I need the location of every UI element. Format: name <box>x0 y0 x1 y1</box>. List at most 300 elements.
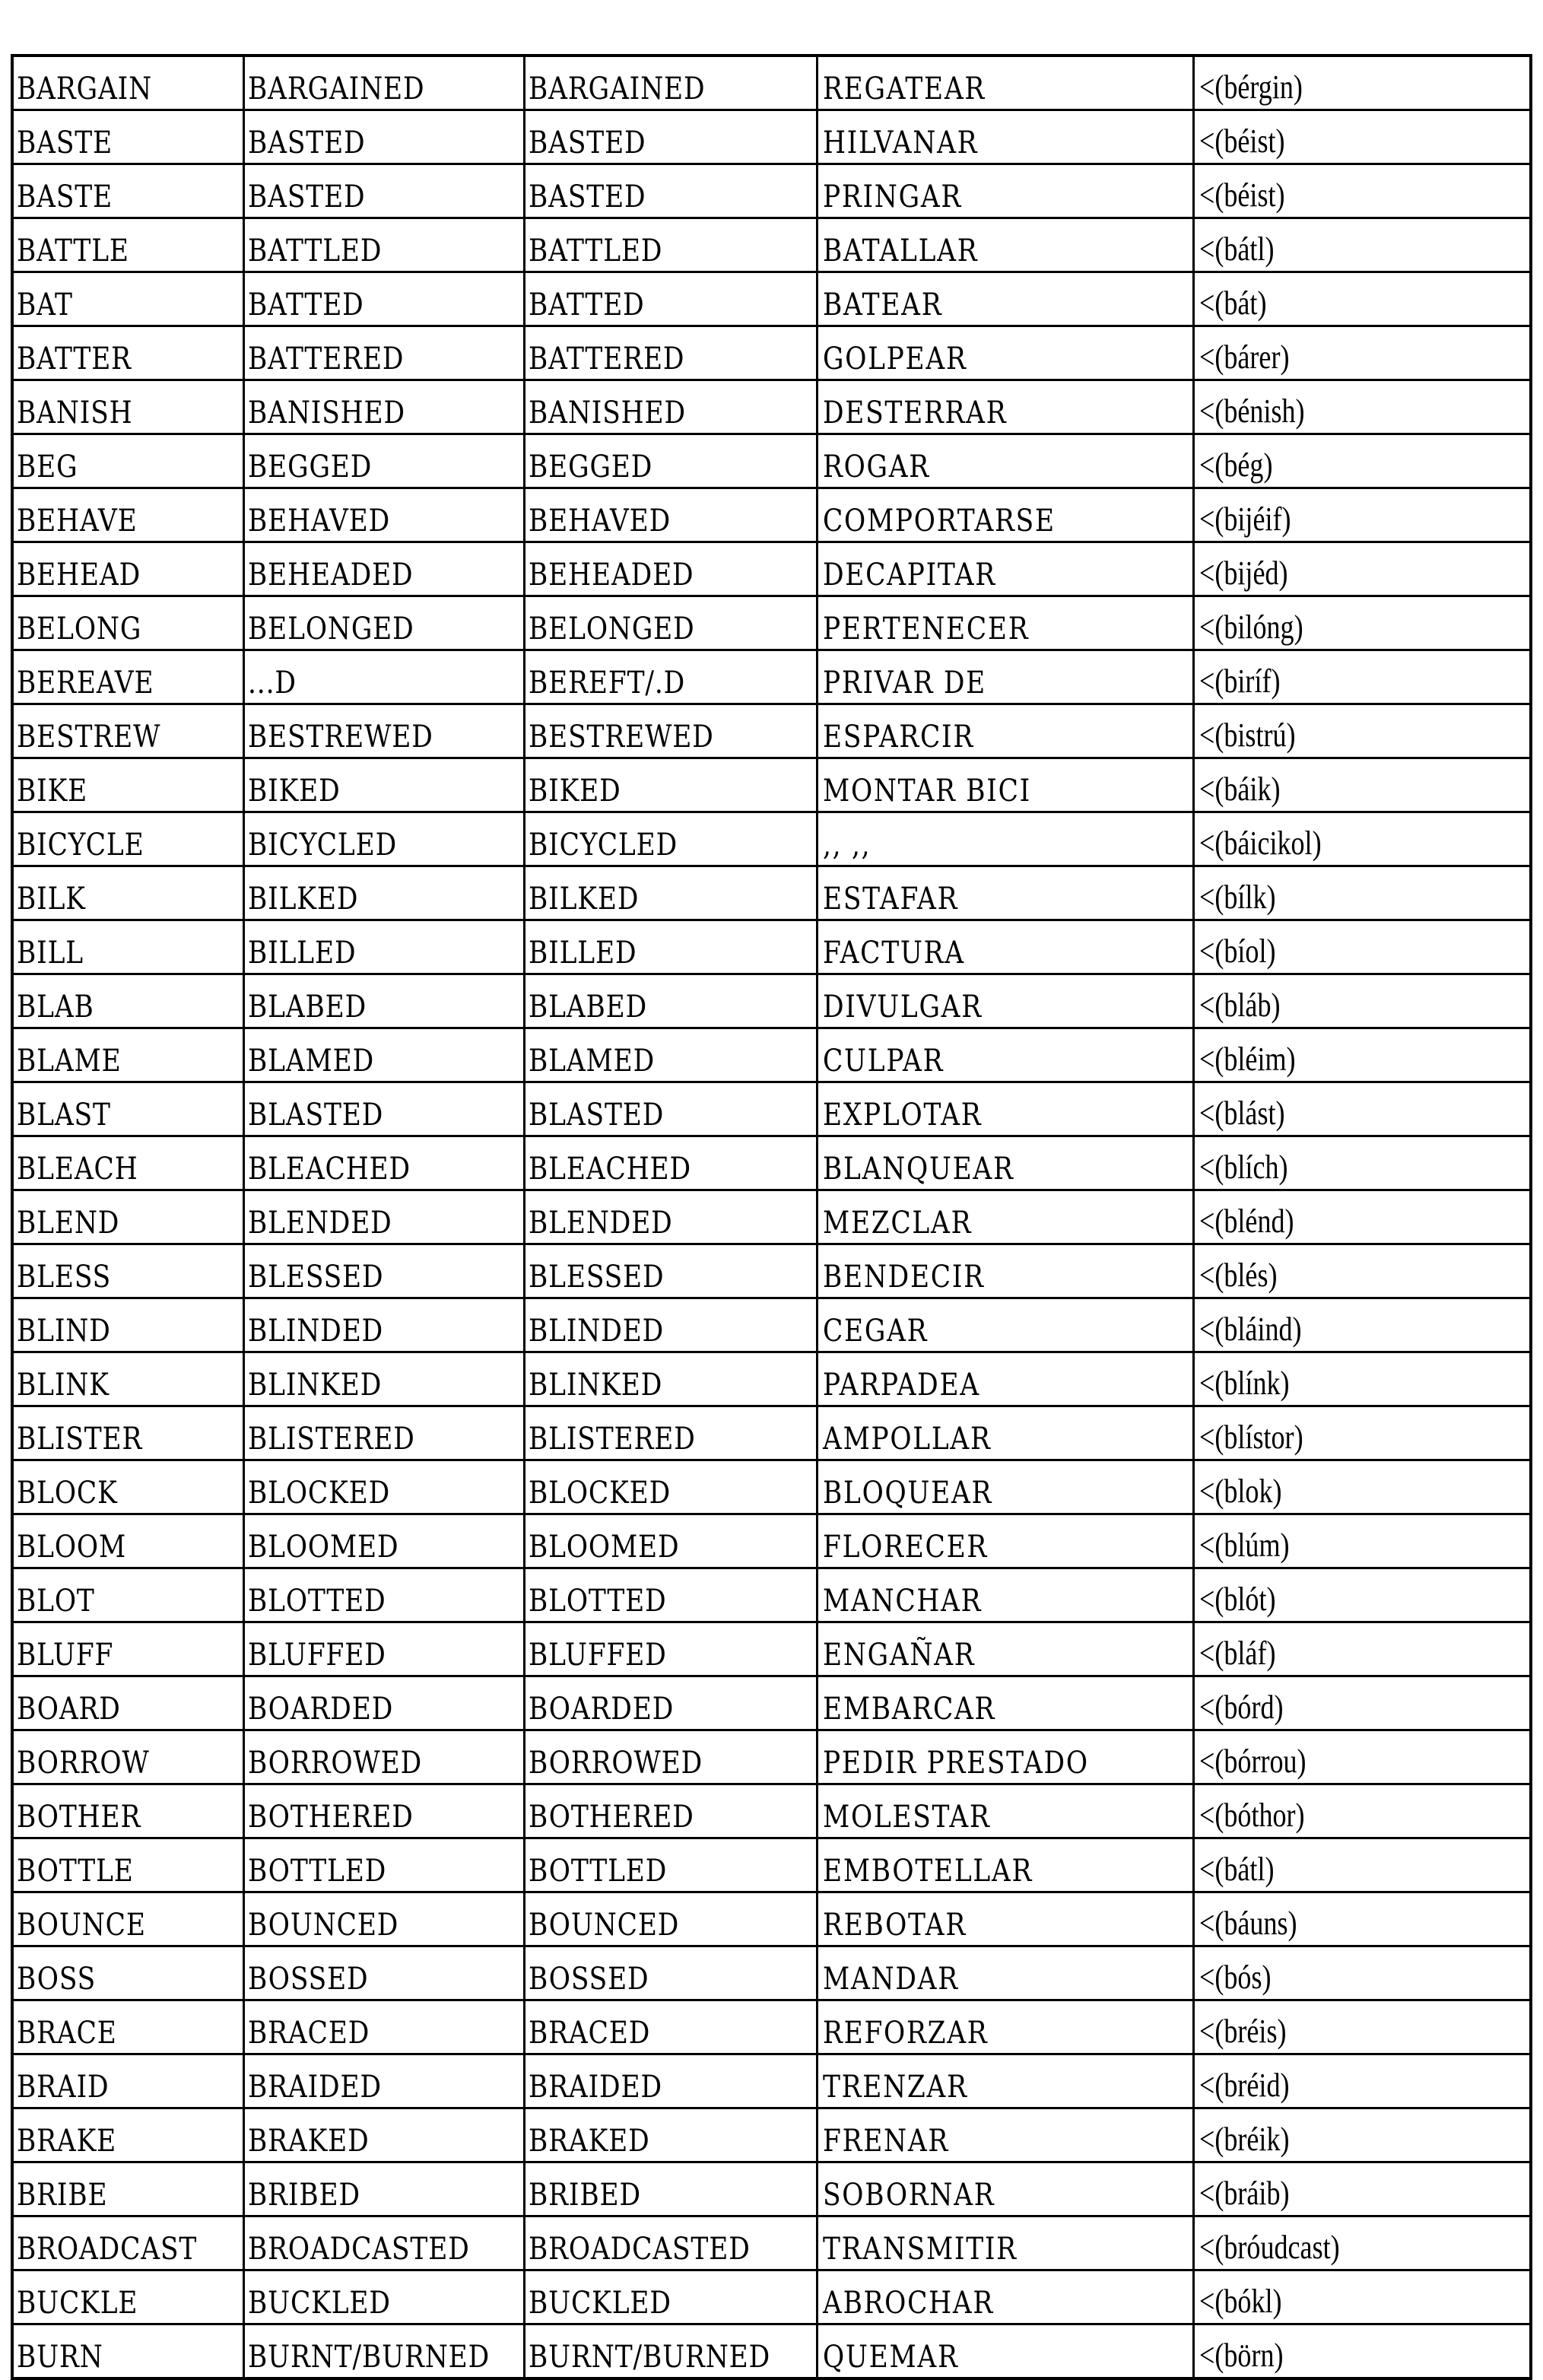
past-participle-cell-text: BRACED <box>528 2016 650 2051</box>
spanish-translation-cell-text: ABROCHAR <box>822 2286 994 2321</box>
spanish-translation-cell <box>817 1622 1193 1676</box>
spanish-translation-cell-text: FRENAR <box>822 2124 949 2159</box>
table-row <box>12 2270 1531 2324</box>
past-simple-cell <box>243 218 524 272</box>
spanish-translation-cell <box>817 1406 1193 1460</box>
past-participle-cell-text: BLENDED <box>528 1206 673 1241</box>
infinitive-cell <box>12 1352 243 1406</box>
past-simple-cell-text: BLENDED <box>247 1206 392 1241</box>
spanish-translation-cell <box>817 1298 1193 1352</box>
pronunciation-cell <box>1193 1190 1531 1244</box>
infinitive-cell-text: BLAME <box>17 1044 122 1079</box>
spanish-translation-cell-text: REBOTAR <box>822 1908 967 1943</box>
table-row <box>12 1514 1531 1568</box>
spanish-translation-cell-text: AMPOLLAR <box>822 1422 992 1457</box>
pronunciation-cell-text: <(blót) <box>1199 1581 1276 1618</box>
spanish-translation-cell-text: DIVULGAR <box>822 990 983 1025</box>
infinitive-cell <box>12 2108 243 2162</box>
pronunciation-cell-text: <(bijéif) <box>1199 500 1291 538</box>
past-simple-cell-text: BELONGED <box>247 612 414 647</box>
table-row <box>12 2162 1531 2216</box>
pronunciation-cell <box>1193 1460 1531 1514</box>
table-row <box>12 2108 1531 2162</box>
spanish-translation-cell <box>817 434 1193 488</box>
table-row <box>12 1190 1531 1244</box>
table-row <box>12 1244 1531 1298</box>
infinitive-cell <box>12 1892 243 1946</box>
spanish-translation-cell-text: MANCHAR <box>822 1584 982 1619</box>
past-simple-cell-text: BLESSED <box>247 1260 383 1295</box>
table-row <box>12 218 1531 272</box>
infinitive-cell-text: BATTER <box>17 342 132 377</box>
table-row <box>12 272 1531 326</box>
spanish-translation-cell <box>817 2270 1193 2324</box>
past-simple-cell <box>243 2270 524 2324</box>
past-participle-cell-text: BASTED <box>528 126 646 160</box>
past-participle-cell <box>524 1676 817 1730</box>
past-participle-cell-text: BLINDED <box>528 1314 664 1349</box>
pronunciation-cell <box>1193 1946 1531 2000</box>
past-participle-cell <box>524 1406 817 1460</box>
past-simple-cell-text: ...D <box>247 666 297 701</box>
past-simple-cell <box>243 1406 524 1460</box>
pronunciation-cell-text: <(bláf) <box>1199 1635 1275 1672</box>
spanish-translation-cell-text: FLORECER <box>822 1530 988 1565</box>
spanish-translation-cell-text: PRIVAR DE <box>822 666 986 701</box>
past-participle-cell <box>524 1082 817 1136</box>
past-participle-cell <box>524 110 817 164</box>
pronunciation-cell-text: <(bilóng) <box>1199 609 1303 646</box>
past-participle-cell-text: BLOTTED <box>528 1584 667 1619</box>
table-row <box>12 1730 1531 1784</box>
pronunciation-cell-text: <(biríf) <box>1199 663 1280 700</box>
spanish-translation-cell-text: PRINGAR <box>822 180 962 214</box>
pronunciation-cell-text: <(bát) <box>1199 284 1266 322</box>
past-participle-cell <box>524 218 817 272</box>
pronunciation-cell <box>1193 1028 1531 1082</box>
table-row <box>12 326 1531 380</box>
infinitive-cell <box>12 1730 243 1784</box>
past-participle-cell <box>524 1514 817 1568</box>
pronunciation-cell <box>1193 56 1531 110</box>
pronunciation-cell-text: <(blés) <box>1199 1257 1277 1294</box>
past-simple-cell-text: BROADCASTED <box>247 2232 470 2267</box>
past-participle-cell-text: BLESSED <box>528 1260 664 1295</box>
infinitive-cell <box>12 1838 243 1892</box>
past-simple-cell-text: BUCKLED <box>247 2286 391 2321</box>
past-simple-cell <box>243 56 524 110</box>
infinitive-cell <box>12 1568 243 1622</box>
past-simple-cell-text: BLOOMED <box>247 1530 398 1565</box>
table-row <box>12 812 1531 866</box>
pronunciation-cell <box>1193 974 1531 1028</box>
spanish-translation-cell-text: GOLPEAR <box>822 342 967 377</box>
past-participle-cell-text: BLABED <box>528 990 647 1025</box>
pronunciation-cell-text: <(bórrou) <box>1199 1743 1306 1780</box>
pronunciation-cell <box>1193 218 1531 272</box>
spanish-translation-cell <box>817 2216 1193 2270</box>
past-participle-cell <box>524 1136 817 1190</box>
spanish-translation-cell <box>817 1190 1193 1244</box>
past-participle-cell-text: BILLED <box>528 936 637 971</box>
table-row <box>12 542 1531 596</box>
infinitive-cell <box>12 56 243 110</box>
past-simple-cell <box>243 758 524 812</box>
spanish-translation-cell-text: BENDECIR <box>822 1260 985 1295</box>
infinitive-cell-text: BANISH <box>17 396 133 431</box>
past-simple-cell <box>243 920 524 974</box>
past-participle-cell-text: BEREFT/.D <box>528 666 685 701</box>
infinitive-cell <box>12 1946 243 2000</box>
pronunciation-cell <box>1193 2324 1531 2379</box>
table-row <box>12 434 1531 488</box>
spanish-translation-cell-text: SOBORNAR <box>822 2178 995 2213</box>
spanish-translation-cell-text: DECAPITAR <box>822 558 996 593</box>
past-simple-cell-text: BATTERED <box>247 342 404 377</box>
spanish-translation-cell <box>817 1892 1193 1946</box>
pronunciation-cell-text: <(bréis) <box>1199 2013 1287 2050</box>
past-participle-cell <box>524 1244 817 1298</box>
spanish-translation-cell-text: PEDIR PRESTADO <box>822 1746 1089 1781</box>
past-participle-cell <box>524 1838 817 1892</box>
past-participle-cell <box>524 488 817 542</box>
infinitive-cell <box>12 542 243 596</box>
past-participle-cell-text: BUCKLED <box>528 2286 671 2321</box>
past-participle-cell <box>524 1892 817 1946</box>
spanish-translation-cell-text: BLOQUEAR <box>822 1476 992 1511</box>
infinitive-cell <box>12 1136 243 1190</box>
spanish-translation-cell-text: ROGAR <box>822 450 930 485</box>
spanish-translation-cell-text: ESPARCIR <box>822 720 974 755</box>
table-row <box>12 596 1531 650</box>
infinitive-cell <box>12 1514 243 1568</box>
pronunciation-cell-text: <(bós) <box>1199 1959 1272 1996</box>
spanish-translation-cell-text: EMBOTELLAR <box>822 1854 1033 1889</box>
table-row <box>12 1892 1531 1946</box>
table-row <box>12 1082 1531 1136</box>
past-simple-cell <box>243 2108 524 2162</box>
infinitive-cell-text: BASTE <box>17 180 113 214</box>
pronunciation-cell <box>1193 812 1531 866</box>
pronunciation-cell-text: <(bláind) <box>1199 1311 1302 1348</box>
spanish-translation-cell <box>817 2000 1193 2054</box>
infinitive-cell-text: BLIND <box>17 1314 111 1349</box>
pronunciation-cell <box>1193 866 1531 920</box>
past-participle-cell-text: BLOOMED <box>528 1530 679 1565</box>
spanish-translation-cell-text: CEGAR <box>822 1314 928 1349</box>
past-participle-cell-text: BORROWED <box>528 1746 703 1781</box>
spanish-translation-cell <box>817 1082 1193 1136</box>
infinitive-cell <box>12 974 243 1028</box>
infinitive-cell-text: BRAID <box>17 2070 110 2105</box>
spanish-translation-cell-text: FACTURA <box>822 936 965 971</box>
infinitive-cell <box>12 1082 243 1136</box>
spanish-translation-cell-text: REFORZAR <box>822 2016 988 2051</box>
pronunciation-cell-text: <(béist) <box>1199 122 1285 160</box>
table-row <box>12 1676 1531 1730</box>
infinitive-cell <box>12 164 243 218</box>
spanish-translation-cell <box>817 2162 1193 2216</box>
infinitive-cell-text: BLESS <box>17 1260 112 1295</box>
infinitive-cell-text: BEHEAD <box>17 558 141 593</box>
past-participle-cell-text: BRAKED <box>528 2124 650 2159</box>
past-participle-cell <box>524 2324 817 2379</box>
infinitive-cell-text: BLEND <box>17 1206 120 1241</box>
table-row <box>12 1136 1531 1190</box>
infinitive-cell-text: BASTE <box>17 126 113 160</box>
past-simple-cell <box>243 974 524 1028</box>
table-row <box>12 2216 1531 2270</box>
infinitive-cell-text: BRAKE <box>17 2124 117 2159</box>
pronunciation-cell-text: <(báicikol) <box>1199 825 1322 862</box>
verb-table <box>11 54 1532 2380</box>
past-simple-cell-text: BASTED <box>247 180 365 214</box>
infinitive-cell-text: BLOOM <box>17 1530 127 1565</box>
past-simple-cell-text: BASTED <box>247 126 365 160</box>
spanish-translation-cell <box>817 2054 1193 2108</box>
past-simple-cell-text: BRAIDED <box>247 2070 382 2105</box>
past-participle-cell <box>524 1568 817 1622</box>
spanish-translation-cell-text: ENGAÑAR <box>822 1638 975 1673</box>
table-row <box>12 2324 1531 2379</box>
past-participle-cell <box>524 1028 817 1082</box>
past-participle-cell-text: BATTED <box>528 288 645 323</box>
past-simple-cell-text: BOSSED <box>247 1962 369 1997</box>
pronunciation-cell <box>1193 1676 1531 1730</box>
pronunciation-cell <box>1193 1838 1531 1892</box>
pronunciation-cell <box>1193 1784 1531 1838</box>
infinitive-cell <box>12 2162 243 2216</box>
infinitive-cell-text: BLOCK <box>17 1476 118 1511</box>
table-row <box>12 1946 1531 2000</box>
spanish-translation-cell <box>817 488 1193 542</box>
pronunciation-cell-text: <(bóthor) <box>1199 1797 1305 1834</box>
past-simple-cell-text: BEHAVED <box>247 504 390 539</box>
infinitive-cell <box>12 2270 243 2324</box>
spanish-translation-cell <box>817 920 1193 974</box>
past-simple-cell <box>243 1298 524 1352</box>
pronunciation-cell <box>1193 1514 1531 1568</box>
spanish-translation-cell-text: EMBARCAR <box>822 1692 995 1727</box>
past-simple-cell-text: BLAMED <box>247 1044 374 1079</box>
past-simple-cell <box>243 110 524 164</box>
past-simple-cell <box>243 2162 524 2216</box>
pronunciation-cell <box>1193 1622 1531 1676</box>
table-row <box>12 1028 1531 1082</box>
spanish-translation-cell <box>817 1244 1193 1298</box>
past-participle-cell <box>524 920 817 974</box>
infinitive-cell-text: BLISTER <box>17 1422 143 1457</box>
spanish-translation-cell-text: EXPLOTAR <box>822 1098 982 1133</box>
pronunciation-cell <box>1193 1136 1531 1190</box>
spanish-translation-cell-text: CULPAR <box>822 1044 944 1079</box>
pronunciation-cell-text: <(bróudcast) <box>1199 2229 1340 2266</box>
past-participle-cell <box>524 434 817 488</box>
spanish-translation-cell <box>817 164 1193 218</box>
pronunciation-cell-text: <(börn) <box>1199 2337 1284 2374</box>
infinitive-cell <box>12 650 243 704</box>
pronunciation-cell-text: <(bistrú) <box>1199 717 1296 754</box>
spanish-translation-cell-text: TRANSMITIR <box>822 2232 1018 2267</box>
past-participle-cell-text: BLASTED <box>528 1098 664 1133</box>
past-participle-cell <box>524 1352 817 1406</box>
past-participle-cell <box>524 704 817 758</box>
pronunciation-cell <box>1193 1568 1531 1622</box>
past-participle-cell-text: BROADCASTED <box>528 2232 751 2267</box>
past-participle-cell-text: BOTTLED <box>528 1854 667 1889</box>
table-row <box>12 488 1531 542</box>
infinitive-cell-text: BLEACH <box>17 1152 138 1187</box>
table-row <box>12 758 1531 812</box>
spanish-translation-cell <box>817 1514 1193 1568</box>
past-participle-cell-text: BLUFFED <box>528 1638 667 1673</box>
past-simple-cell <box>243 1946 524 2000</box>
infinitive-cell-text: BLUFF <box>17 1638 114 1673</box>
spanish-translation-cell <box>817 1730 1193 1784</box>
past-participle-cell-text: BRIBED <box>528 2178 641 2213</box>
infinitive-cell-text: BELONG <box>17 612 142 647</box>
table-row <box>12 866 1531 920</box>
pronunciation-cell <box>1193 326 1531 380</box>
infinitive-cell <box>12 110 243 164</box>
spanish-translation-cell <box>817 1136 1193 1190</box>
past-simple-cell <box>243 1460 524 1514</box>
past-simple-cell <box>243 596 524 650</box>
spanish-translation-cell <box>817 2324 1193 2379</box>
past-participle-cell-text: BASTED <box>528 180 646 214</box>
pronunciation-cell-text: <(blístor) <box>1199 1419 1303 1456</box>
infinitive-cell-text: BESTREW <box>17 720 161 755</box>
past-simple-cell <box>243 326 524 380</box>
past-simple-cell-text: BLOCKED <box>247 1476 390 1511</box>
infinitive-cell-text: BAT <box>17 288 73 323</box>
infinitive-cell-text: BILK <box>17 882 86 917</box>
infinitive-cell <box>12 758 243 812</box>
table-row <box>12 704 1531 758</box>
past-simple-cell <box>243 1730 524 1784</box>
infinitive-cell-text: BARGAIN <box>17 71 153 106</box>
past-participle-cell-text: BOTHERED <box>528 1800 694 1835</box>
spanish-translation-cell <box>817 1946 1193 2000</box>
infinitive-cell-text: BOSS <box>17 1962 97 1997</box>
pronunciation-cell <box>1193 542 1531 596</box>
infinitive-cell <box>12 2216 243 2270</box>
pronunciation-cell-text: <(blást) <box>1199 1095 1285 1132</box>
pronunciation-cell <box>1193 2054 1531 2108</box>
spanish-translation-cell-text: QUEMAR <box>822 2340 959 2375</box>
pronunciation-cell-text: <(bátl) <box>1199 230 1274 268</box>
past-simple-cell <box>243 2054 524 2108</box>
past-simple-cell-text: BRIBED <box>247 2178 360 2213</box>
past-participle-cell <box>524 2054 817 2108</box>
infinitive-cell <box>12 1460 243 1514</box>
past-simple-cell-text: BILKED <box>247 882 358 917</box>
infinitive-cell <box>12 1244 243 1298</box>
infinitive-cell <box>12 2054 243 2108</box>
past-participle-cell <box>524 1946 817 2000</box>
past-participle-cell-text: BOUNCED <box>528 1908 679 1943</box>
table-row <box>12 164 1531 218</box>
past-participle-cell-text: BILKED <box>528 882 639 917</box>
pronunciation-cell <box>1193 488 1531 542</box>
infinitive-cell <box>12 380 243 434</box>
pronunciation-cell <box>1193 380 1531 434</box>
spanish-translation-cell <box>817 650 1193 704</box>
past-simple-cell <box>243 2216 524 2270</box>
past-participle-cell-text: BELONGED <box>528 612 695 647</box>
spanish-translation-cell <box>817 1028 1193 1082</box>
pronunciation-cell-text: <(bátl) <box>1199 1851 1274 1888</box>
past-participle-cell <box>524 2216 817 2270</box>
pronunciation-cell-text: <(blénd) <box>1199 1203 1294 1240</box>
past-simple-cell <box>243 650 524 704</box>
spanish-translation-cell <box>817 1352 1193 1406</box>
infinitive-cell-text: BOUNCE <box>17 1908 146 1943</box>
spanish-translation-cell <box>817 704 1193 758</box>
past-participle-cell-text: BESTREWED <box>528 720 714 755</box>
past-simple-cell <box>243 542 524 596</box>
infinitive-cell-text: BLOT <box>17 1584 95 1619</box>
past-participle-cell-text: BATTLED <box>528 234 662 269</box>
past-participle-cell <box>524 542 817 596</box>
past-participle-cell-text: BLEACHED <box>528 1152 691 1187</box>
past-participle-cell-text: BOARDED <box>528 1692 674 1727</box>
past-participle-cell-text: BRAIDED <box>528 2070 662 2105</box>
pronunciation-cell <box>1193 758 1531 812</box>
infinitive-cell-text: BICYCLE <box>17 828 144 863</box>
spanish-translation-cell <box>817 542 1193 596</box>
past-simple-cell <box>243 488 524 542</box>
past-simple-cell-text: BICYCLED <box>247 828 397 863</box>
spanish-translation-cell <box>817 380 1193 434</box>
spanish-translation-cell-text: BLANQUEAR <box>822 1152 1014 1187</box>
spanish-translation-cell <box>817 1838 1193 1892</box>
pronunciation-cell-text: <(bláb) <box>1199 987 1280 1024</box>
past-simple-cell-text: BILLED <box>247 936 356 971</box>
past-participle-cell <box>524 272 817 326</box>
infinitive-cell <box>12 1190 243 1244</box>
infinitive-cell-text: BRACE <box>17 2016 117 2051</box>
past-simple-cell <box>243 1892 524 1946</box>
spanish-translation-cell <box>817 866 1193 920</box>
table-row <box>12 1352 1531 1406</box>
past-simple-cell-text: BLEACHED <box>247 1152 411 1187</box>
pronunciation-cell-text: <(bléim) <box>1199 1041 1296 1078</box>
past-simple-cell-text: BANISHED <box>247 396 405 431</box>
spanish-translation-cell <box>817 596 1193 650</box>
infinitive-cell-text: BLINK <box>17 1368 110 1403</box>
infinitive-cell-text: BATTLE <box>17 234 129 269</box>
spanish-translation-cell-text: BATEAR <box>822 288 942 323</box>
past-participle-cell <box>524 164 817 218</box>
pronunciation-cell <box>1193 1406 1531 1460</box>
past-participle-cell-text: BLINKED <box>528 1368 662 1403</box>
infinitive-cell-text: BUCKLE <box>17 2286 138 2321</box>
spanish-translation-cell <box>817 1460 1193 1514</box>
infinitive-cell <box>12 1298 243 1352</box>
past-participle-cell-text: BLAMED <box>528 1044 655 1079</box>
pronunciation-cell-text: <(blínk) <box>1199 1365 1290 1402</box>
spanish-translation-cell <box>817 1676 1193 1730</box>
infinitive-cell <box>12 1406 243 1460</box>
past-participle-cell <box>524 974 817 1028</box>
past-simple-cell-text: BOARDED <box>247 1692 393 1727</box>
past-simple-cell <box>243 1244 524 1298</box>
past-participle-cell <box>524 866 817 920</box>
pronunciation-cell-text: <(blích) <box>1199 1149 1288 1186</box>
past-participle-cell <box>524 380 817 434</box>
infinitive-cell-text: BOTHER <box>17 1800 141 1835</box>
